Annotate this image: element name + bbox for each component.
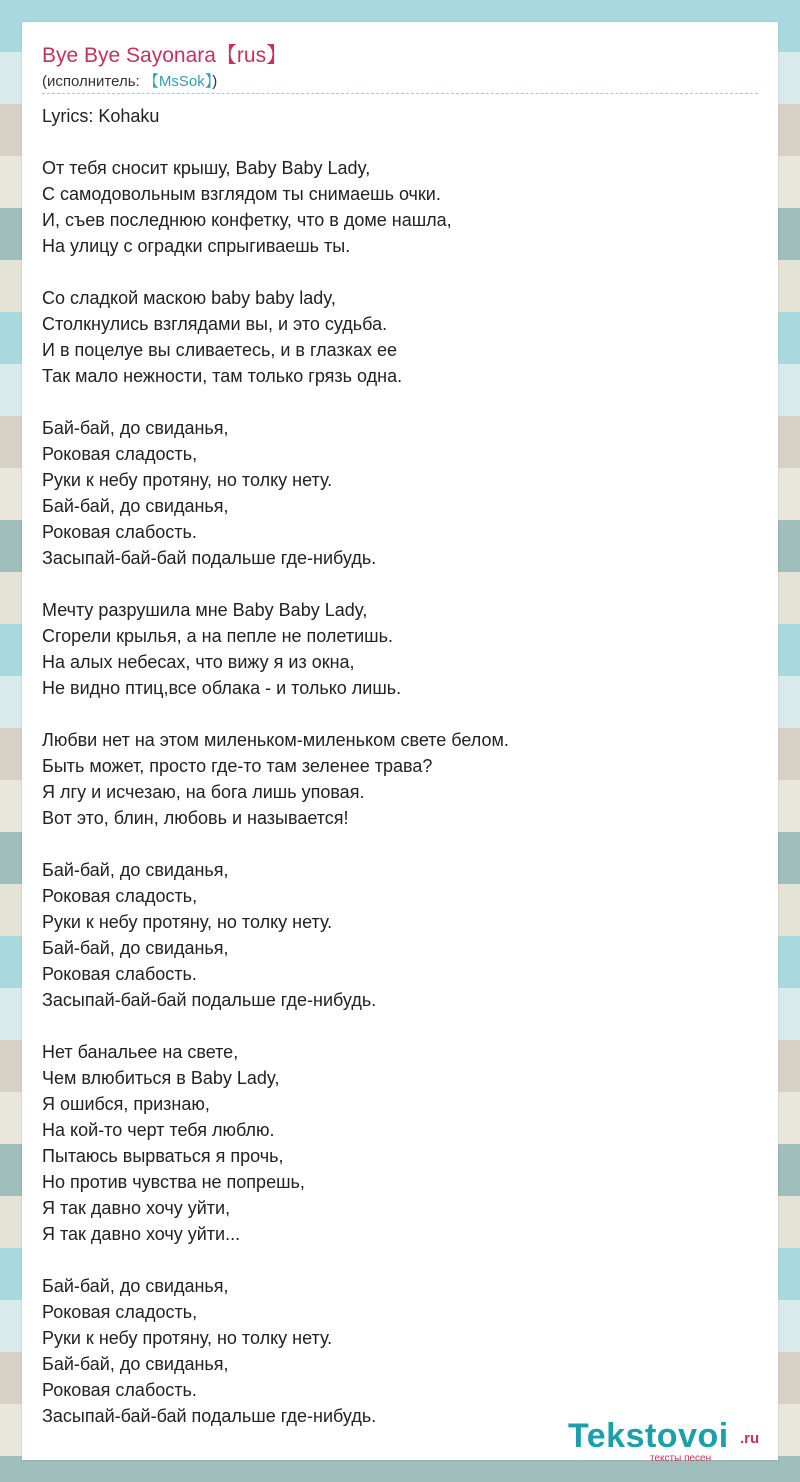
lyrics-text: Lyrics: Kohaku От тебя сносит крышу, Baby Baby Lady, С самодовольным взглядом ты снимаешь очки. И, съев последнюю конфетку, что в доме нашла, На улицу с оградки спрыгиваешь ты. Со сладкой маскою baby baby lady, Столкнулись взглядами вы, и это судьба. И в поцелуе вы сливаетесь, и в глазках ее Так мало нежности, там только грязь одна. Бай-бай, до свиданья, Роковая сладость, Руки к небу протяну, но толку нету. Бай-бай, до свиданья, Роковая слабость. Засыпай-бай-бай подальше где-нибудь. Мечту разрушила мне Baby Baby Lady, Сгорели крылья, а на пепле не полетишь. На алых небесах, что вижу я из окна, Не видно птиц,все облака - и только лишь. Любви нет на этом миленьком-миленьком свете белом. Быть может, просто где-то там зеленее трава? Я лгу и исчезаю, на бога лишь уповая. Вот это, блин, любовь и называется! Бай-бай, до свиданья, Роковая сладость, Руки к небу протяну, но толку нету. Бай-бай, до свиданья, Роковая слабость. Засыпай-бай-бай подальше где-нибудь. Нет банальее на свете, Чем влюбиться в Baby Lady, Я ошибся, признаю, На кой-то черт тебя люблю. Пытаюсь вырваться я прочь, Но против чувства не попрешь, Я так давно хочу уйти, Я так давно хочу уйти... Бай-бай, до свиданья, Роковая сладость, Руки к небу протяну, но толку нету. Бай-бай, до свиданья, Роковая слабость. Засыпай-бай-бай подальше где-нибудь.	[42, 106, 509, 1426]
artist-prefix: (исполнитель:	[42, 73, 144, 90]
site-logo[interactable]	[568, 1417, 778, 1467]
logo-tagline: тексты песен	[650, 1453, 712, 1464]
artist-suffix: )	[212, 73, 218, 90]
artist-line	[42, 72, 217, 92]
logo-domain: .ru	[740, 1430, 760, 1447]
song-title: Bye Bye Sayonara【rus】	[42, 44, 288, 67]
lyrics-card	[22, 22, 778, 1464]
title-divider	[42, 93, 758, 94]
artist-link[interactable]: 【MsSok】	[143, 73, 213, 90]
logo-name: Tekstovoi	[568, 1417, 729, 1455]
